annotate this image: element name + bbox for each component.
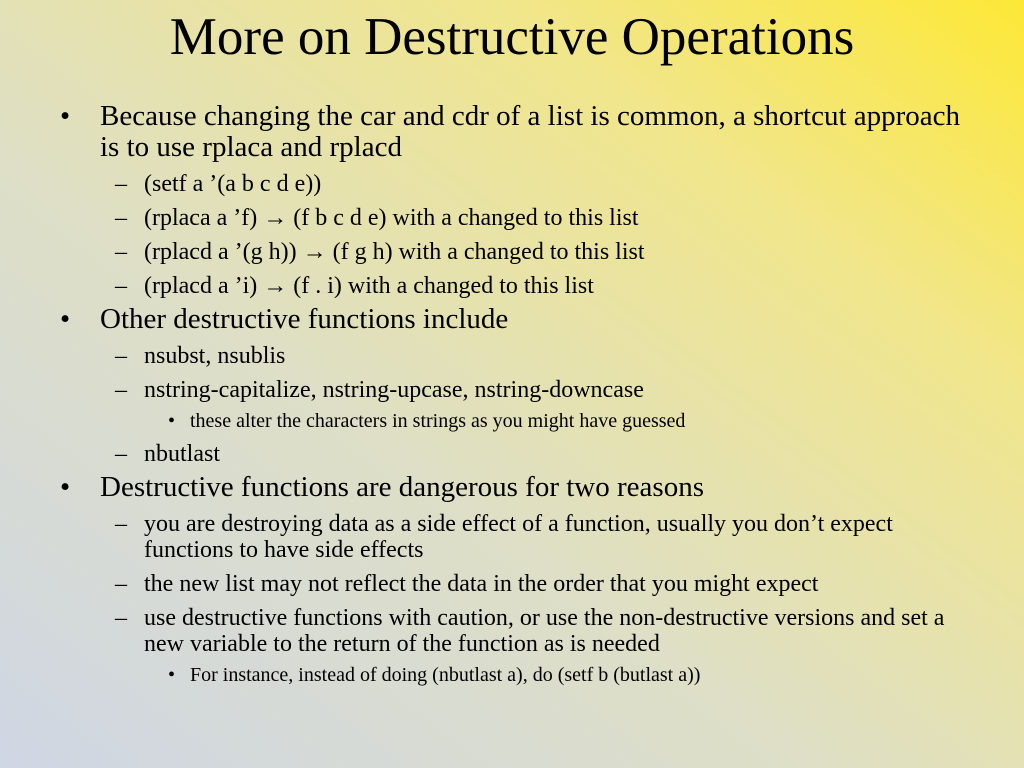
result-text: (f g h) with a changed to this list (332, 239, 645, 265)
code-before: (rplacd a ’i) (144, 273, 258, 299)
sub-bullet-rplacd-i (58, 273, 968, 299)
sub-bullet-order (58, 571, 968, 597)
sub-sub-bullet-text: these alter the characters in strings as you might have guessed (190, 410, 686, 432)
right-arrow-icon: → (263, 205, 288, 231)
right-arrow-icon: → (302, 239, 327, 265)
sub-sub-bullet-text: For instance, instead of doing (nbutlast a), do (setf b (butlast a)) (190, 664, 701, 686)
sub-bullet-nstring (58, 377, 968, 403)
sub-bullet-text: use destructive functions with caution, or use the non-destructive versions and set a new variable to the return of the function as is needed (144, 605, 945, 657)
sub-bullet-text: nstring-capitalize, nstring-upcase, nstring-downcase (144, 377, 644, 403)
bullet-dangerous (58, 472, 968, 503)
result-text: (f . i) with a changed to this list (293, 273, 594, 299)
dash-marker: – (115, 511, 127, 537)
sub-bullet-text: the new list may not reflect the data in the order that you might expect (144, 571, 819, 597)
bullet-marker: • (60, 100, 71, 132)
bullet-text: Other destructive functions include (100, 303, 509, 335)
sub-bullet-text: nsubst, nsublis (144, 343, 286, 369)
bullet-rplaca-rplacd (58, 101, 968, 163)
bullet-marker: • (60, 303, 71, 335)
dash-marker: – (115, 171, 127, 197)
slide-content (58, 96, 968, 687)
dash-marker: – (115, 239, 127, 265)
sub-bullet-side-effect (58, 511, 968, 563)
sub-bullet-text: you are destroying data as a side effect of a function, usually you don’t expect functions to have side effects (144, 511, 893, 563)
code-before: (rplaca a ’f) (144, 205, 258, 231)
sub-bullet-rplaca (58, 205, 968, 231)
bullet-marker: • (168, 410, 176, 432)
sub-bullet-caution (58, 605, 968, 657)
sub-bullet-nsubst (58, 343, 968, 369)
dash-marker: – (115, 377, 127, 403)
sub-bullet-rplacd-gh (58, 239, 968, 265)
right-arrow-icon: → (263, 273, 288, 299)
dash-marker: – (115, 273, 127, 299)
sub-bullet-text: (setf a ’(a b c d e)) (144, 171, 322, 197)
bullet-text: Destructive functions are dangerous for two reasons (100, 471, 704, 503)
sub-bullet-text: nbutlast (144, 441, 220, 467)
sub-sub-bullet-strings (58, 409, 968, 433)
slide-title: More on Destructive Operations (169, 8, 855, 66)
dash-marker: – (115, 205, 127, 231)
sub-sub-bullet-instance (58, 663, 968, 687)
dash-marker: – (115, 605, 127, 631)
dash-marker: – (115, 441, 127, 467)
sub-bullet-setf (58, 171, 968, 197)
dash-marker: – (115, 343, 127, 369)
bullet-other-destructive (58, 304, 968, 335)
bullet-marker: • (60, 471, 71, 503)
code-before: (rplacd a ’(g h)) (144, 239, 297, 265)
result-text: (f b c d e) with a changed to this list (293, 205, 639, 231)
bullet-marker: • (168, 664, 176, 686)
bullet-text: Because changing the car and cdr of a list is common, a shortcut approach is to use rplaca and rplacd (100, 100, 961, 163)
sub-bullet-nbutlast (58, 441, 968, 467)
dash-marker: – (115, 571, 127, 597)
